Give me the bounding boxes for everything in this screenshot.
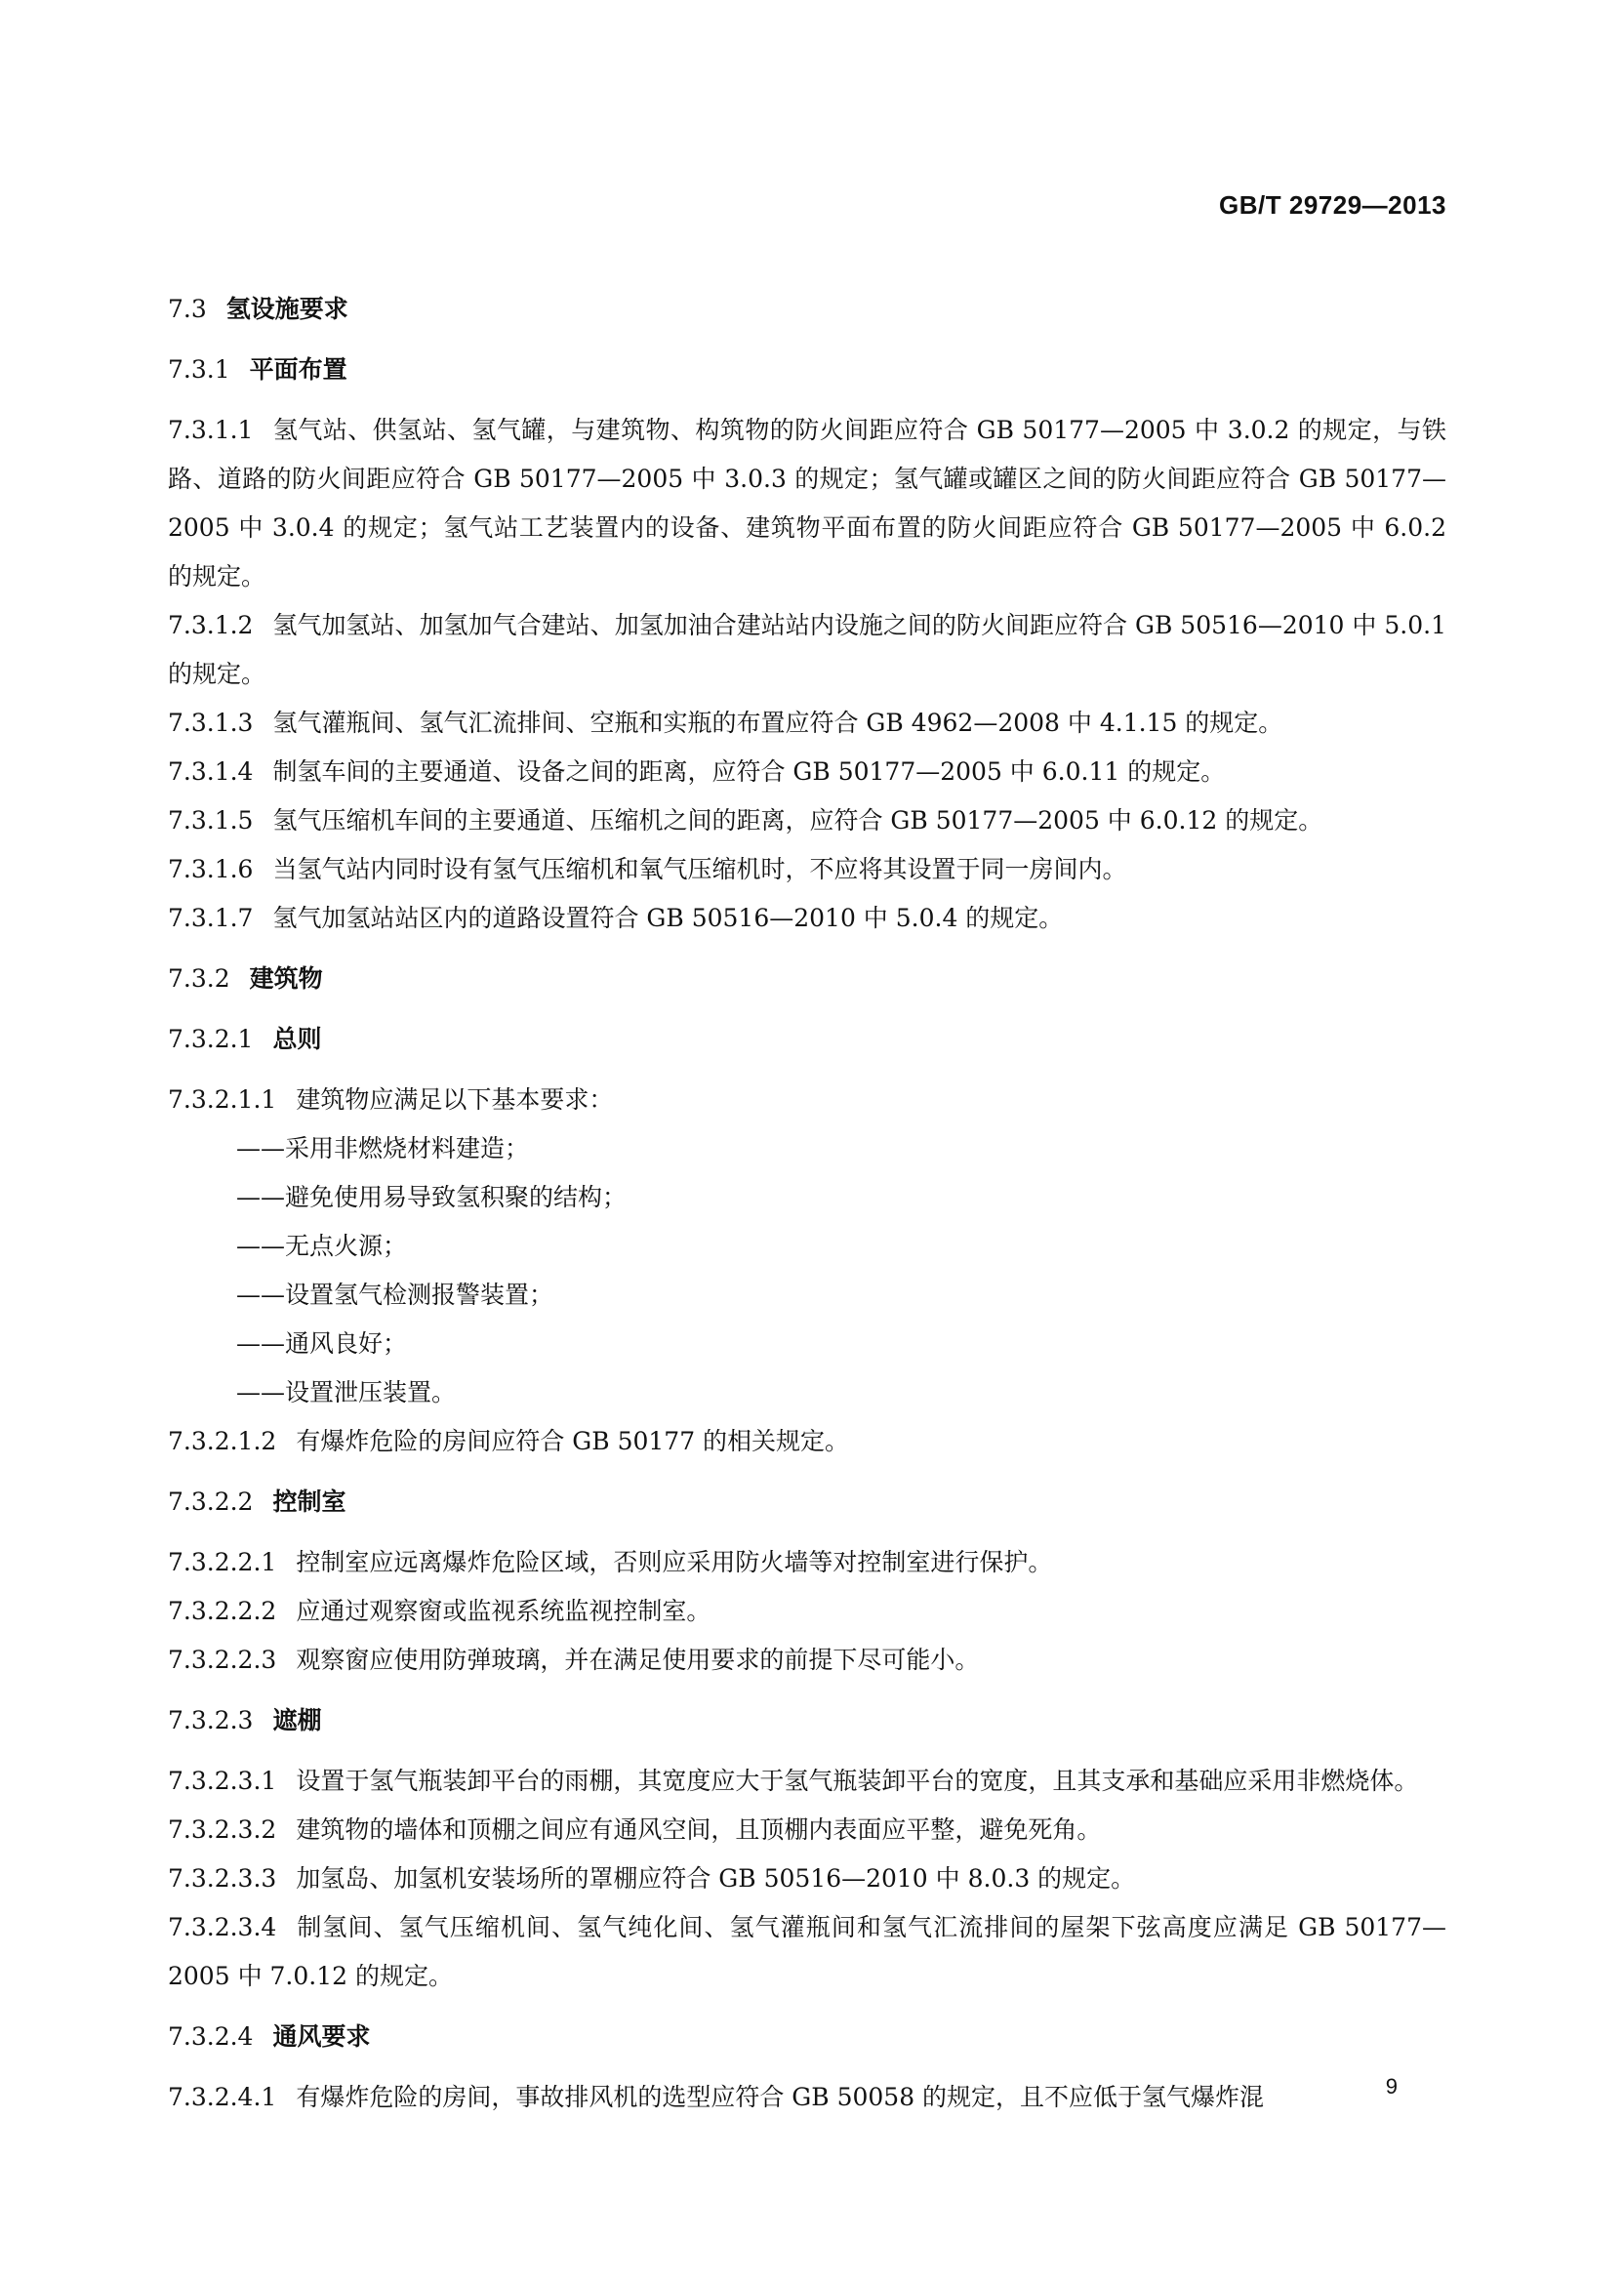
clause bbox=[168, 1538, 1446, 1587]
clause bbox=[168, 1587, 1446, 1636]
clause-text: 氢气加氢站、加氢加气合建站、加氢加油合建站站内设施之间的防火间距应符合 GB 50516—2010 中 5.0.1 的规定。 bbox=[168, 611, 1446, 688]
clause-text: 氢气灌瓶间、氢气汇流排间、空瓶和实瓶的布置应符合 GB 4962—2008 中 4.1.15 的规定。 bbox=[272, 709, 1283, 737]
clause-number: 7.3.1.3 bbox=[168, 709, 254, 737]
section-heading bbox=[168, 285, 1446, 334]
clause bbox=[168, 1417, 1446, 1466]
section-number: 7.3.2.3 bbox=[168, 1706, 254, 1734]
list-item: ——设置泄压装置。 bbox=[236, 1378, 457, 1406]
list-item: ——避免使用易导致氢积聚的结构； bbox=[236, 1183, 628, 1211]
clause-number: 7.3.2.2.1 bbox=[168, 1548, 277, 1576]
clause bbox=[168, 699, 1446, 748]
clause-text: 当氢气站内同时设有氢气压缩机和氧气压缩机时，不应将其设置于同一房间内。 bbox=[272, 855, 1127, 883]
clause-text: 氢气站、供氢站、氢气罐，与建筑物、构筑物的防火间距应符合 GB 50177—2005 中 3.0.2 的规定，与铁路、道路的防火间距应符合 GB 50177—2005 中 3.0.3 的规定；氢气罐或罐区之间的防火间距应符合 GB 50177—2005 中 3.0.4 的规定；氢气站工艺装置内的设备、建筑物平面布置的防火间距应符合 GB 50177—2005 中 6.0.2 的规定。 bbox=[168, 416, 1446, 591]
clause-text: 建筑物的墙体和顶棚之间应有通风空间，且顶棚内表面应平整，避免死角。 bbox=[296, 1815, 1102, 1844]
section-heading bbox=[168, 955, 1446, 1003]
section-number: 7.3.2.2 bbox=[168, 1487, 254, 1516]
clause-text: 制氢车间的主要通道、设备之间的距离，应符合 GB 50177—2005 中 6.0.11 的规定。 bbox=[272, 757, 1226, 786]
clause-text: 有爆炸危险的房间应符合 GB 50177 的相关规定。 bbox=[296, 1427, 850, 1455]
clause bbox=[168, 1806, 1446, 1854]
clause-text: 控制室应远离爆炸危险区域，否则应采用防火墙等对控制室进行保护。 bbox=[296, 1548, 1053, 1576]
clause-number: 7.3.1.2 bbox=[168, 611, 254, 639]
clause bbox=[168, 1903, 1446, 2001]
clause bbox=[168, 406, 1446, 601]
section-number: 7.3.2.1 bbox=[168, 1025, 254, 1053]
clause-number: 7.3.1.6 bbox=[168, 855, 254, 883]
clause-number: 7.3.2.4.1 bbox=[168, 2083, 277, 2111]
list-item: ——无点火源； bbox=[236, 1232, 408, 1260]
clause-number: 7.3.1.5 bbox=[168, 806, 254, 835]
section-heading bbox=[168, 1696, 1446, 1745]
clause-text: 加氢岛、加氢机安装场所的罩棚应符合 GB 50516—2010 中 8.0.3 的规定。 bbox=[296, 1864, 1136, 1893]
clause-number: 7.3.2.2.3 bbox=[168, 1646, 277, 1674]
section-title: 总则 bbox=[272, 1025, 322, 1053]
clause-text: 有爆炸危险的房间，事故排风机的选型应符合 GB 50058 的规定，且不应低于氢气爆炸混 bbox=[296, 2083, 1265, 2111]
clause-text: 建筑物应满足以下基本要求： bbox=[296, 1085, 614, 1114]
list-item: ——通风良好； bbox=[236, 1329, 408, 1358]
clause-text: 观察窗应使用防弹玻璃，并在满足使用要求的前提下尽可能小。 bbox=[296, 1646, 980, 1674]
section-heading bbox=[168, 1015, 1446, 1064]
clause-number: 7.3.2.2.2 bbox=[168, 1597, 277, 1625]
section-heading bbox=[168, 1478, 1446, 1527]
section-title: 通风要求 bbox=[272, 2022, 371, 2051]
clause bbox=[168, 1636, 1446, 1685]
clause-number: 7.3.2.3.1 bbox=[168, 1767, 277, 1795]
clause bbox=[168, 845, 1446, 894]
clause-text: 应通过观察窗或监视系统监视控制室。 bbox=[296, 1597, 711, 1625]
section-title: 平面布置 bbox=[249, 355, 347, 384]
clause bbox=[168, 748, 1446, 796]
clause-number: 7.3.2.3.2 bbox=[168, 1815, 277, 1844]
clause-number: 7.3.2.3.4 bbox=[168, 1913, 277, 1941]
document-body bbox=[168, 285, 1446, 2122]
clause-text: 氢气加氢站站区内的道路设置符合 GB 50516—2010 中 5.0.4 的规定。 bbox=[272, 904, 1064, 932]
clause-text: 制氢间、氢气压缩机间、氢气纯化间、氢气灌瓶间和氢气汇流排间的屋架下弦高度应满足 GB 50177—2005 中 7.0.12 的规定。 bbox=[168, 1913, 1446, 1990]
list-item: ——设置氢气检测报警装置； bbox=[236, 1281, 554, 1309]
clause bbox=[168, 1076, 1446, 1124]
clause bbox=[168, 796, 1446, 845]
section-title: 氢设施要求 bbox=[225, 295, 348, 323]
clause-text: 设置于氢气瓶装卸平台的雨棚，其宽度应大于氢气瓶装卸平台的宽度，且其支承和基础应采用非燃烧体。 bbox=[296, 1767, 1419, 1795]
clause-number: 7.3.2.1.1 bbox=[168, 1085, 277, 1114]
section-number: 7.3.2.4 bbox=[168, 2022, 254, 2051]
clause-number: 7.3.1.7 bbox=[168, 904, 254, 932]
section-heading bbox=[168, 346, 1446, 394]
list-item: ——采用非燃烧材料建造； bbox=[236, 1134, 530, 1162]
section-title: 遮棚 bbox=[272, 1706, 322, 1734]
clause bbox=[168, 1854, 1446, 1903]
clause bbox=[168, 601, 1446, 699]
clause-number: 7.3.2.3.3 bbox=[168, 1864, 277, 1893]
section-number: 7.3.1 bbox=[168, 355, 230, 384]
clause-number: 7.3.1.1 bbox=[168, 416, 254, 444]
page-number: 9 bbox=[1385, 2074, 1398, 2099]
clause bbox=[168, 1757, 1446, 1806]
clause-number: 7.3.2.1.2 bbox=[168, 1427, 277, 1455]
clause bbox=[168, 894, 1446, 943]
section-number: 7.3 bbox=[168, 295, 207, 323]
clause bbox=[168, 2073, 1446, 2122]
section-heading bbox=[168, 2013, 1446, 2061]
section-title: 建筑物 bbox=[249, 964, 323, 993]
standard-code: GB/T 29729—2013 bbox=[1219, 190, 1446, 220]
section-title: 控制室 bbox=[272, 1487, 346, 1516]
section-number: 7.3.2 bbox=[168, 964, 230, 993]
clause-number: 7.3.1.4 bbox=[168, 757, 254, 786]
clause-text: 氢气压缩机车间的主要通道、压缩机之间的距离，应符合 GB 50177—2005 中 6.0.12 的规定。 bbox=[272, 806, 1323, 835]
